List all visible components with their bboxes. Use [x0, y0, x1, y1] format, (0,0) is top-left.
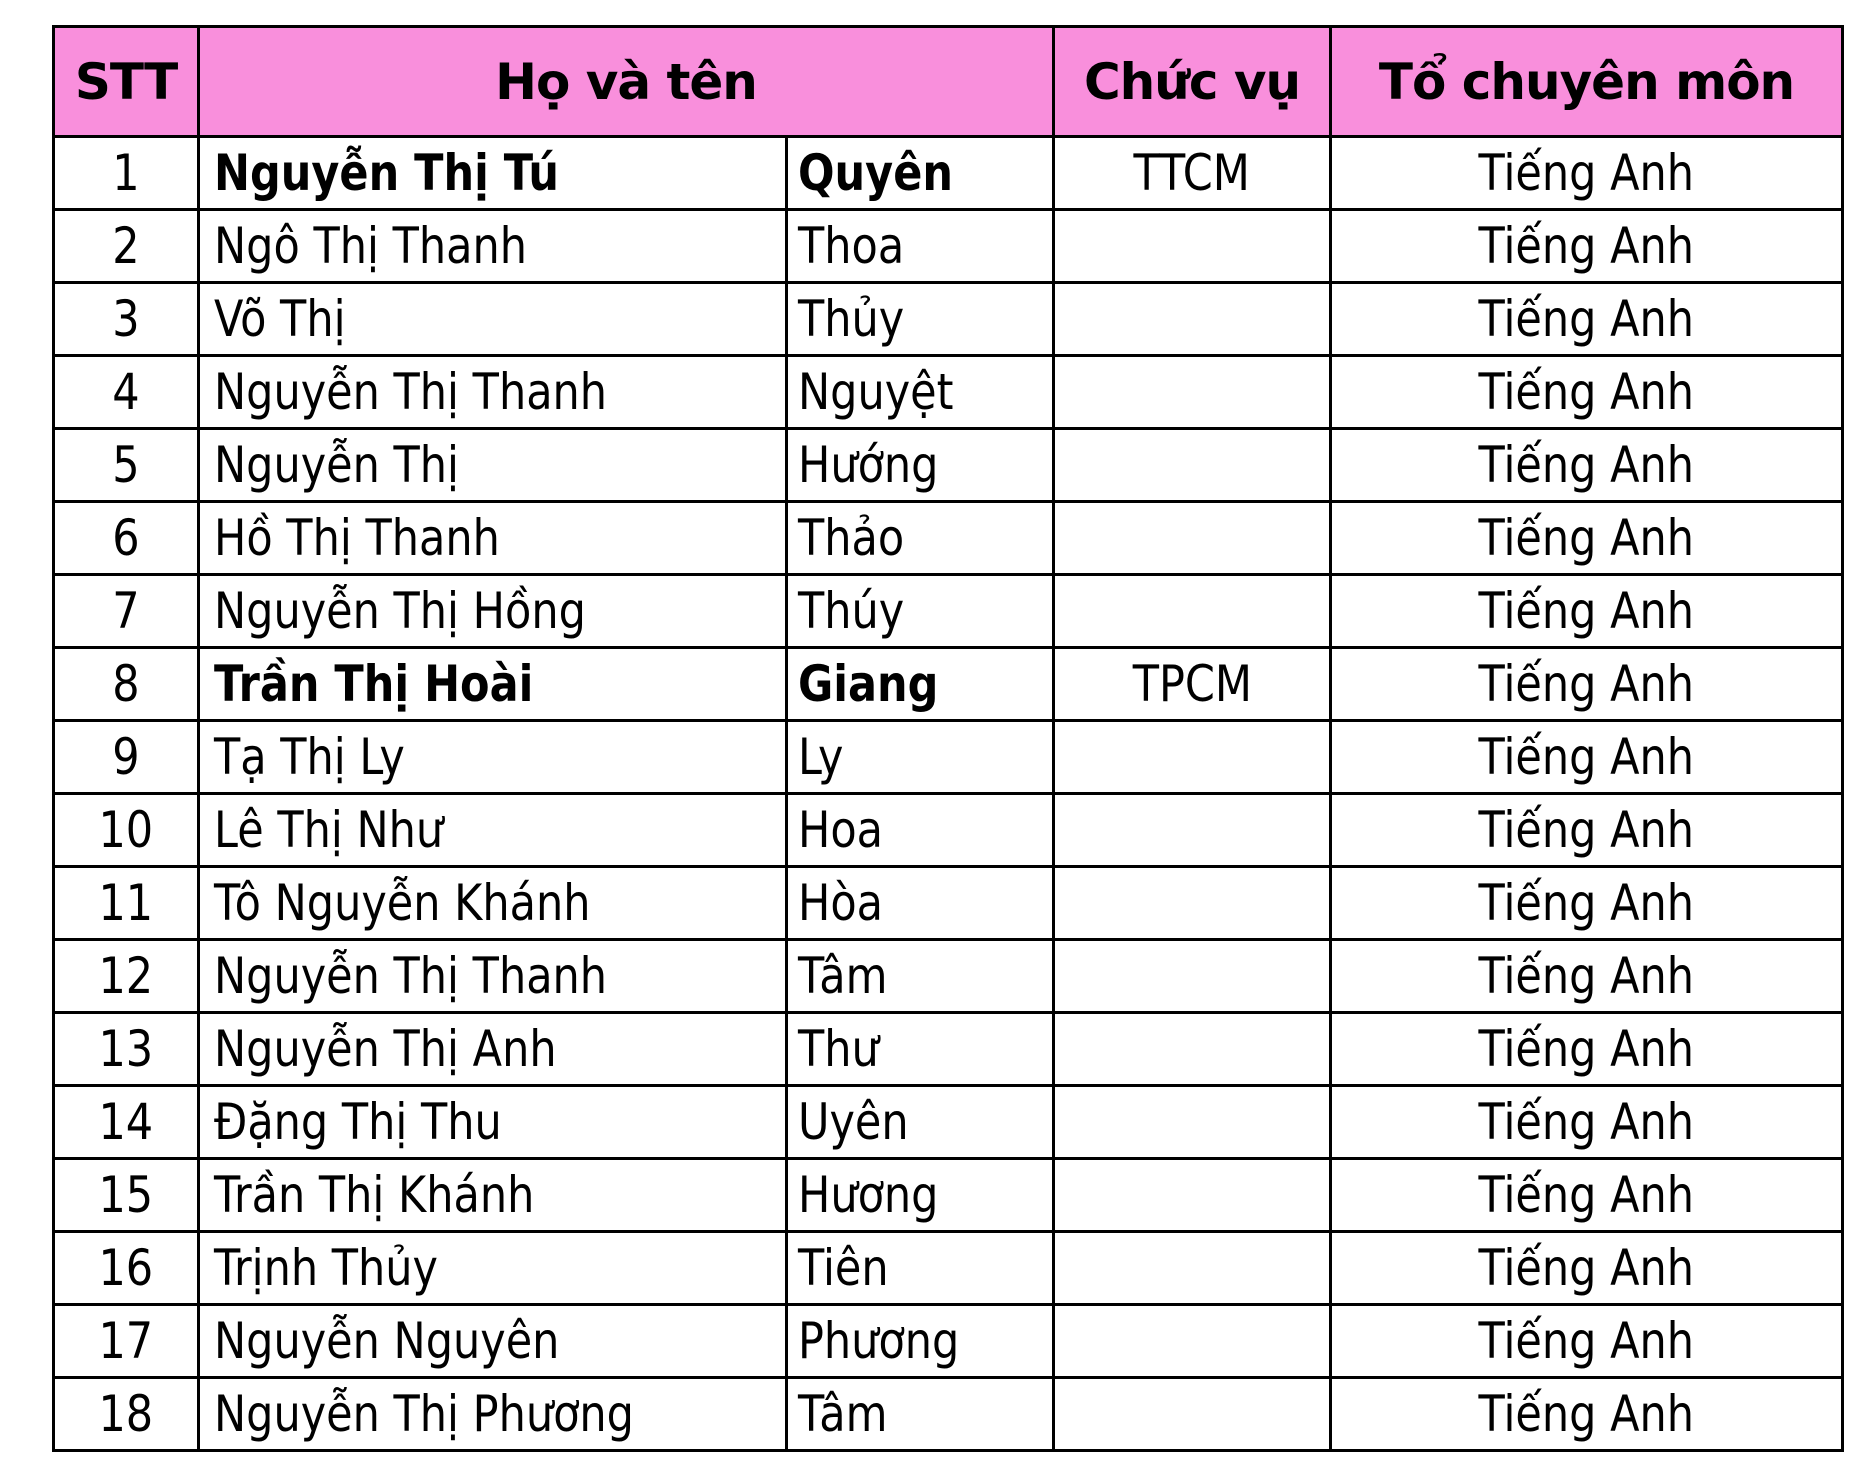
- first-name-cell: [787, 648, 1054, 721]
- last-middle-name-text: Nguyễn Thị Thanh: [214, 363, 608, 421]
- department-cell: [1331, 137, 1843, 210]
- first-name-text: Thủy: [798, 290, 905, 348]
- stt-cell: [54, 648, 199, 721]
- stt-text: 7: [112, 582, 140, 640]
- table-row: [54, 721, 1843, 794]
- stt-cell: [54, 502, 199, 575]
- stt-cell: [54, 1305, 199, 1378]
- stt-cell: [54, 794, 199, 867]
- department-text: Tiếng Anh: [1478, 144, 1695, 202]
- stt-cell: [54, 356, 199, 429]
- first-name-text: Hướng: [798, 436, 939, 494]
- header-row: [54, 27, 1843, 137]
- position-cell: [1054, 502, 1331, 575]
- position-cell: [1054, 137, 1331, 210]
- first-name-text: Thư: [798, 1020, 879, 1078]
- department-text: Tiếng Anh: [1478, 1312, 1695, 1370]
- last-middle-name-cell: [199, 1378, 787, 1451]
- department-cell: [1331, 575, 1843, 648]
- stt-text: 9: [112, 728, 140, 786]
- first-name-cell: [787, 1232, 1054, 1305]
- stt-cell: [54, 283, 199, 356]
- last-middle-name-text: Trần Thị Khánh: [214, 1166, 535, 1224]
- last-middle-name-text: Nguyễn Thị Thanh: [214, 947, 608, 1005]
- department-text: Tiếng Anh: [1478, 801, 1695, 859]
- table-row: [54, 1086, 1843, 1159]
- position-cell: [1054, 210, 1331, 283]
- department-cell: [1331, 794, 1843, 867]
- stt-cell: [54, 1013, 199, 1086]
- department-text: Tiếng Anh: [1478, 1239, 1695, 1297]
- department-text: Tiếng Anh: [1478, 509, 1695, 567]
- stt-cell: [54, 721, 199, 794]
- table-row: [54, 1378, 1843, 1451]
- stt-cell: [54, 137, 199, 210]
- stt-cell: [54, 210, 199, 283]
- last-middle-name-cell: [199, 940, 787, 1013]
- staff-table: [52, 25, 1844, 1452]
- position-cell: [1054, 575, 1331, 648]
- table-row: [54, 137, 1843, 210]
- last-middle-name-cell: [199, 721, 787, 794]
- table-row: [54, 283, 1843, 356]
- table-row: [54, 356, 1843, 429]
- first-name-cell: [787, 1013, 1054, 1086]
- first-name-text: Phương: [798, 1312, 960, 1370]
- first-name-cell: [787, 429, 1054, 502]
- department-text: Tiếng Anh: [1478, 1385, 1695, 1443]
- department-text: Tiếng Anh: [1478, 582, 1695, 640]
- last-middle-name-text: Lê Thị Như: [214, 801, 444, 859]
- last-middle-name-cell: [199, 502, 787, 575]
- last-middle-name-text: Nguyễn Thị Anh: [214, 1020, 557, 1078]
- last-middle-name-cell: [199, 137, 787, 210]
- first-name-cell: [787, 1378, 1054, 1451]
- table-row: [54, 1013, 1843, 1086]
- last-middle-name-cell: [199, 283, 787, 356]
- department-cell: [1331, 867, 1843, 940]
- header-department: Tổ chuyên môn: [1331, 27, 1843, 137]
- position-cell: [1054, 940, 1331, 1013]
- last-middle-name-text: Tô Nguyễn Khánh: [214, 874, 591, 932]
- last-middle-name-text: Nguyễn Thị Phương: [214, 1385, 634, 1443]
- department-cell: [1331, 283, 1843, 356]
- department-cell: [1331, 648, 1843, 721]
- last-middle-name-text: Võ Thị: [214, 290, 346, 348]
- stt-cell: [54, 1159, 199, 1232]
- position-cell: [1054, 283, 1331, 356]
- first-name-text: Nguyệt: [798, 363, 954, 421]
- stt-cell: [54, 940, 199, 1013]
- last-middle-name-cell: [199, 210, 787, 283]
- last-middle-name-text: Nguyễn Thị: [214, 436, 460, 494]
- last-middle-name-cell: [199, 429, 787, 502]
- department-text: Tiếng Anh: [1478, 874, 1695, 932]
- department-cell: [1331, 1159, 1843, 1232]
- department-cell: [1331, 429, 1843, 502]
- stt-text: 11: [98, 874, 154, 932]
- first-name-cell: [787, 210, 1054, 283]
- last-middle-name-cell: [199, 648, 787, 721]
- table-row: [54, 1232, 1843, 1305]
- last-middle-name-text: Trần Thị Hoài: [214, 655, 534, 713]
- department-text: Tiếng Anh: [1478, 655, 1695, 713]
- last-middle-name-text: Tạ Thị Ly: [214, 728, 405, 786]
- first-name-text: Hòa: [798, 874, 883, 932]
- last-middle-name-cell: [199, 575, 787, 648]
- position-cell: [1054, 1232, 1331, 1305]
- stt-text: 4: [112, 363, 140, 421]
- stt-cell: [54, 1378, 199, 1451]
- last-middle-name-cell: [199, 1305, 787, 1378]
- table-row: [54, 794, 1843, 867]
- last-middle-name-text: Nguyễn Thị Tú: [214, 144, 560, 202]
- last-middle-name-text: Trịnh Thủy: [214, 1239, 438, 1297]
- department-cell: [1331, 940, 1843, 1013]
- position-cell: [1054, 356, 1331, 429]
- first-name-cell: [787, 721, 1054, 794]
- table-row: [54, 940, 1843, 1013]
- department-cell: [1331, 502, 1843, 575]
- stt-text: 5: [112, 436, 140, 494]
- stt-text: 2: [112, 217, 140, 275]
- position-cell: [1054, 1013, 1331, 1086]
- first-name-text: Tiên: [798, 1239, 889, 1297]
- stt-cell: [54, 1086, 199, 1159]
- stt-text: 8: [112, 655, 140, 713]
- position-text: TPCM: [1132, 655, 1252, 713]
- table-row: [54, 502, 1843, 575]
- stt-text: 10: [98, 801, 154, 859]
- first-name-cell: [787, 794, 1054, 867]
- first-name-cell: [787, 940, 1054, 1013]
- department-cell: [1331, 1378, 1843, 1451]
- last-middle-name-cell: [199, 794, 787, 867]
- department-text: Tiếng Anh: [1478, 363, 1695, 421]
- stt-cell: [54, 867, 199, 940]
- stt-text: 18: [98, 1385, 154, 1443]
- table-row: [54, 210, 1843, 283]
- stt-text: 13: [98, 1020, 154, 1078]
- last-middle-name-cell: [199, 1086, 787, 1159]
- first-name-text: Quyên: [798, 144, 953, 202]
- position-text: TTCM: [1133, 144, 1251, 202]
- stt-text: 3: [112, 290, 140, 348]
- last-middle-name-text: Đặng Thị Thu: [214, 1093, 502, 1151]
- header-position: Chức vụ: [1054, 27, 1331, 137]
- table-row: [54, 867, 1843, 940]
- first-name-cell: [787, 1159, 1054, 1232]
- department-cell: [1331, 1086, 1843, 1159]
- stt-text: 16: [98, 1239, 154, 1297]
- last-middle-name-text: Nguyễn Thị Hồng: [214, 582, 586, 640]
- position-cell: [1054, 1305, 1331, 1378]
- stt-cell: [54, 575, 199, 648]
- department-text: Tiếng Anh: [1478, 728, 1695, 786]
- stt-text: 14: [98, 1093, 154, 1151]
- department-text: Tiếng Anh: [1478, 290, 1695, 348]
- last-middle-name-cell: [199, 1159, 787, 1232]
- department-cell: [1331, 210, 1843, 283]
- stt-text: 15: [98, 1166, 154, 1224]
- stt-text: 1: [112, 144, 140, 202]
- department-cell: [1331, 1305, 1843, 1378]
- stt-cell: [54, 429, 199, 502]
- department-cell: [1331, 721, 1843, 794]
- position-cell: [1054, 429, 1331, 502]
- position-cell: [1054, 1159, 1331, 1232]
- last-middle-name-cell: [199, 1232, 787, 1305]
- stt-text: 6: [112, 509, 140, 567]
- position-cell: [1054, 648, 1331, 721]
- department-cell: [1331, 1232, 1843, 1305]
- first-name-cell: [787, 137, 1054, 210]
- first-name-text: Hoa: [798, 801, 883, 859]
- table-row: [54, 648, 1843, 721]
- stt-text: 12: [98, 947, 154, 1005]
- position-cell: [1054, 721, 1331, 794]
- department-text: Tiếng Anh: [1478, 217, 1695, 275]
- table-body: [54, 137, 1843, 1451]
- table-row: [54, 429, 1843, 502]
- stt-text: 17: [98, 1312, 154, 1370]
- first-name-cell: [787, 1086, 1054, 1159]
- last-middle-name-cell: [199, 867, 787, 940]
- last-middle-name-cell: [199, 356, 787, 429]
- first-name-text: Thoa: [798, 217, 905, 275]
- first-name-text: Thúy: [798, 582, 905, 640]
- department-text: Tiếng Anh: [1478, 947, 1695, 1005]
- first-name-cell: [787, 283, 1054, 356]
- stt-cell: [54, 1232, 199, 1305]
- first-name-text: Giang: [798, 655, 939, 713]
- last-middle-name-text: Nguyễn Nguyên: [214, 1312, 560, 1370]
- department-text: Tiếng Anh: [1478, 1166, 1695, 1224]
- department-text: Tiếng Anh: [1478, 1093, 1695, 1151]
- department-cell: [1331, 1013, 1843, 1086]
- table-row: [54, 575, 1843, 648]
- position-cell: [1054, 794, 1331, 867]
- table-header: [54, 27, 1843, 137]
- first-name-text: Uyên: [798, 1093, 909, 1151]
- first-name-text: Hương: [798, 1166, 939, 1224]
- first-name-text: Tâm: [798, 1385, 888, 1443]
- last-middle-name-text: Ngô Thị Thanh: [214, 217, 527, 275]
- first-name-cell: [787, 867, 1054, 940]
- position-cell: [1054, 1378, 1331, 1451]
- department-text: Tiếng Anh: [1478, 1020, 1695, 1078]
- first-name-cell: [787, 356, 1054, 429]
- first-name-cell: [787, 1305, 1054, 1378]
- table-row: [54, 1305, 1843, 1378]
- table-row: [54, 1159, 1843, 1232]
- position-cell: [1054, 1086, 1331, 1159]
- header-full-name: Họ và tên: [199, 27, 1054, 137]
- first-name-cell: [787, 575, 1054, 648]
- position-cell: [1054, 867, 1331, 940]
- first-name-text: Ly: [798, 728, 844, 786]
- last-middle-name-cell: [199, 1013, 787, 1086]
- department-cell: [1331, 356, 1843, 429]
- first-name-text: Thảo: [798, 509, 905, 567]
- last-middle-name-text: Hồ Thị Thanh: [214, 509, 500, 567]
- first-name-text: Tâm: [798, 947, 888, 1005]
- department-text: Tiếng Anh: [1478, 436, 1695, 494]
- header-stt: STT: [54, 27, 199, 137]
- first-name-cell: [787, 502, 1054, 575]
